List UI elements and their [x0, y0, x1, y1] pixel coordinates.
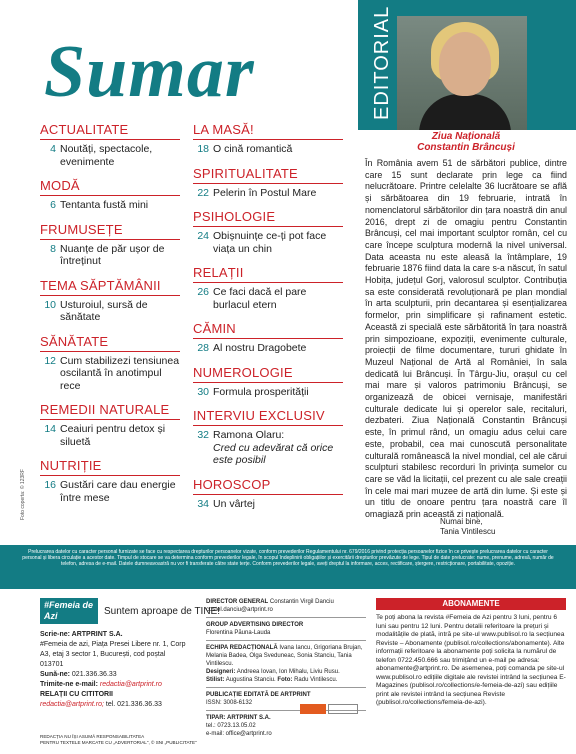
- section-heading: REMEDII NATURALE: [40, 402, 180, 420]
- section-heading: NUMEROLOGIE: [193, 365, 343, 383]
- item-title-text: Al nostru Dragobete: [213, 342, 307, 354]
- item-title-text: Cum stabilizezi tensiunea oscilantă în anotimpul rece: [60, 354, 180, 392]
- page-number: 34: [197, 497, 209, 510]
- section-heading: LA MASĂ!: [193, 122, 343, 140]
- contents-item[interactable]: [40, 299, 180, 324]
- section: [40, 458, 180, 504]
- page-number: 32: [197, 429, 209, 441]
- contents-item[interactable]: [193, 187, 343, 200]
- item-title: [213, 187, 343, 200]
- page-number: 18: [197, 143, 209, 155]
- editorial-signature: [440, 517, 495, 537]
- contents-item[interactable]: [193, 429, 343, 467]
- item-title-text: Obișnuințe ce-ți pot face viața un chin: [213, 230, 327, 255]
- section: [193, 209, 343, 255]
- signature-greeting: Numai bine,: [440, 517, 483, 526]
- item-title-text: Un vârtej: [213, 497, 256, 510]
- director-email[interactable]: costel.danciu@artprint.ro: [206, 607, 273, 613]
- section: [193, 166, 343, 200]
- contents-item[interactable]: [193, 286, 343, 311]
- contents-item[interactable]: [193, 386, 343, 399]
- section-heading: TEMA SĂPTĂMÂNII: [40, 278, 180, 296]
- disclaimer: [40, 734, 197, 746]
- disclaimer-line1: REDACȚIA NU ÎȘI ASUMĂ RESPONSABILITATEA: [40, 734, 145, 739]
- contents-item[interactable]: [40, 243, 180, 268]
- stylist-label: Stilist:: [206, 677, 225, 683]
- artprint-logo-icon: [328, 704, 358, 714]
- item-title: [60, 143, 180, 168]
- section: [193, 408, 343, 467]
- section-heading: SPIRITUALITATE: [193, 166, 343, 184]
- section-heading: NUTRIȚIE: [40, 458, 180, 476]
- section-heading: INTERVIU EXCLUSIV: [193, 408, 343, 426]
- section-heading: SĂNĂTATE: [40, 334, 180, 352]
- item-title: [213, 342, 343, 355]
- item-title: [213, 386, 343, 399]
- contents-item[interactable]: [40, 199, 180, 212]
- item-title: [60, 199, 180, 212]
- section: [40, 334, 180, 393]
- item-title: [60, 423, 180, 448]
- item-title-text: Ce faci dacă el pare burlacul etern: [213, 286, 307, 311]
- item-title-text: Pelerin în Postul Mare: [213, 186, 317, 199]
- reader-tel: tel. 021.336.36.33: [105, 701, 162, 708]
- partner-logos: [300, 704, 360, 714]
- section-heading: ACTUALITATE: [40, 122, 180, 140]
- contents-item[interactable]: [193, 143, 343, 156]
- section: [193, 365, 343, 399]
- item-title-text: Gustări care dau energie între mese: [60, 479, 176, 504]
- phone: 021.336.36.33: [71, 671, 117, 678]
- contents-item[interactable]: [40, 143, 180, 168]
- section-heading: CĂMIN: [193, 321, 343, 339]
- contents-item[interactable]: [193, 342, 343, 355]
- page-number: 14: [44, 423, 56, 435]
- author-portrait: [397, 16, 527, 130]
- contact-block: [40, 630, 186, 710]
- item-title-text: Ramona Olaru:: [213, 429, 285, 441]
- section-heading: FRUMUSEȚE: [40, 222, 180, 240]
- section-heading: RELAȚII: [193, 265, 343, 283]
- section: [193, 265, 343, 311]
- stylist: Augustina Stanciu.: [225, 677, 276, 683]
- contents-item[interactable]: [193, 498, 343, 511]
- director: Constantin Virgil Danciu: [269, 599, 334, 605]
- section: [40, 122, 180, 168]
- page-number: 24: [197, 230, 209, 242]
- section-heading: PSIHOLOGIE: [193, 209, 343, 227]
- editorial-title-line2: Constantin Brâncuși: [417, 142, 515, 153]
- print-label: TIPAR: ARTPRINT S.A.: [206, 715, 271, 721]
- disclaimer-line2: PENTRU TEXTELE MARCATE CU „ADVERTORIAL", © SNI „PUBLICITATE": [40, 740, 197, 745]
- adv-director: Florentina Păuna-Lauda: [206, 630, 271, 636]
- contents-item[interactable]: [40, 355, 180, 393]
- partner-logo-icon: [300, 704, 326, 714]
- page-number: 10: [44, 298, 56, 311]
- magazine-logo: #Femeia de Azi: [40, 598, 98, 624]
- section-heading: HOROSCOP: [193, 477, 343, 495]
- contents-column-right: [193, 122, 343, 520]
- contents-item[interactable]: [40, 479, 180, 504]
- design-label: Designeri:: [206, 669, 236, 675]
- email-link[interactable]: redactia@artprint.ro: [99, 681, 162, 688]
- item-title: [213, 143, 343, 156]
- subscriptions-heading: ABONAMENTE: [376, 598, 566, 610]
- reader-label: RELAȚII CU CITITORII: [40, 691, 113, 698]
- publisher-label: Scrie-ne: ARTPRINT S.A.: [40, 631, 123, 638]
- editorial-title-line1: Ziua Națională: [431, 131, 501, 142]
- photo: Radu Vintilescu.: [294, 677, 338, 683]
- adv-label: GROUP ADVERTISING DIRECTOR: [206, 622, 304, 628]
- issn: ISSN: 3008-6132: [206, 700, 253, 706]
- section: [193, 122, 343, 156]
- team-label: ECHIPA REDACȚIONALĂ: [206, 645, 278, 651]
- section: [193, 477, 343, 511]
- design: Andreea Iovan, Ion Mihalu, Liviu Rusu.: [236, 669, 340, 675]
- photo-credit: Foto coperta: © 123RF: [20, 469, 26, 520]
- signature-name: Tania Vintilescu: [440, 527, 496, 536]
- section: [40, 278, 180, 324]
- editorial-body: În România avem 51 de sărbători publice, dintre care 15 sunt declarate prin lege ca fiind nelucrătoare. Printre celelalte 36 lucrătoare se află și sărbătoarea din 19 februarie, intrată în nomenclatorul sărbătorilor din țara noastră din anul 2016, drept zi de omagiu pentru Constantin Brâncuși, cel mai important sculptor român, cel cu care începe sculptura modernă la nivel universal. Data aceasta nu este aleasă la întâmplare, 19 februarie 1876 fiind data la care s-a născut, în satul Hobița, județul Gorj, valorosul sculptor. Contribuția sa este considerată revoluționară pe plan mondial în arta sculpturii, prin decantarea și esențializarea formelor, prin simplificare și rafinament estetic. Această zi specială este sărbătorită în țara noastră prin simpozioane, expoziții, evenimente culturale, proiecții de filme documentare, tururi ghidate în Muzeul Național de Artă al României, în sala dedicată lui Brâncuși. În Târgu-Jiu, orașul cu cel mai mare și valoros patrimoniu Brâncuși, se organizează de obicei vernisaje, manifestări culturale dedicate lui și operelor sale, recitaluri, dezbateri. Ziua Națională Constantin Brâncuși este, în primul rând, un omagiu adus celui care este, probabil, cea mai cunoscută personalitate culturală românească la nivel mondial, cel ale cărui sculpturi stabilesc recorduri în privința sumelor cu care se văd la licitații, cel prezent cu ale sale creații în cele mai mari muzee de artă din lume. Și este și un titlu de onoare pentru țara noastră care îl omagiază prin această zi națională.: [365, 158, 567, 520]
- item-title: [213, 498, 343, 511]
- section-heading: MODĂ: [40, 178, 180, 196]
- subscriptions-text: Te poți abona la revista #Femeia de Azi pentru 3 luni, pentru 6 luni sau pentru 12 luni. Pentru detalii referitoare la prețuri și modalitățile de plată, intră pe site-ul www.publisol.ro la secțiunea Reviste – Abonamente (publisol.ro/collections/abonamente). Alte informații referitoare la abonamente poți solicita la numărul de telefon 0722.450.666 sau trimițând un e-mail pe adresa: abonamente@artprint.ro. De asemenea, poți comanda pe site-ul www.publisol.ro edițiile digitale ale revistei intrând la secțiunea E-Magazines (publisol.ro/collections/e-femeia-de-azi) sau edițiile print ale revistei intrând la secțiunea Reviste (publisol.ro/collections/femeia-de-azi).: [376, 614, 566, 706]
- item-title-text: Usturoiul, sursă de sănătate: [60, 298, 148, 323]
- page-title: Sumar: [44, 31, 255, 113]
- print-email: e-mail: office@artprint.ro: [206, 731, 272, 737]
- item-title: [213, 230, 343, 255]
- page-number: 8: [50, 242, 56, 255]
- page-number: 22: [197, 186, 209, 199]
- item-title: [213, 286, 343, 311]
- item-title-text: Nuanțe de păr ușor de întreținut: [60, 242, 165, 267]
- page-number: 26: [197, 286, 209, 298]
- reader-email[interactable]: redactia@artprint.ro;: [40, 701, 104, 708]
- editorial-label: EDITORIAL: [371, 5, 393, 120]
- page-number: 12: [44, 354, 56, 367]
- address: #Femeia de azi, Piața Presei Libere nr. 1, Corp A3, etaj 3 sector 1, București, cod poștal 013701: [40, 641, 186, 668]
- photo-label: Foto:: [277, 677, 293, 683]
- contents-item[interactable]: [193, 230, 343, 255]
- logo-tagline: Suntem aproape de TINE!: [104, 606, 220, 617]
- team: Ivana Iancu, Grigoriana Brujan, Melania Badea, Olga Sveduneac, Sonia Stanciu, Tania Vintilescu.: [206, 645, 363, 667]
- contents-column-left: [40, 122, 180, 514]
- email-label: Trimite-ne e-mail:: [40, 681, 98, 688]
- item-title: [213, 429, 343, 467]
- page-number: 4: [50, 143, 56, 155]
- item-subtitle: Cred cu adevărat că orice este posibil: [213, 441, 334, 466]
- editorial-title: [365, 129, 567, 157]
- item-title-text: Ceaiuri pentru detox și siluetă: [60, 423, 166, 448]
- phone-label: Sună-ne:: [40, 671, 70, 678]
- page-number: 6: [50, 199, 56, 211]
- contents-item[interactable]: [40, 423, 180, 448]
- section: [193, 321, 343, 355]
- section: [40, 222, 180, 268]
- item-title: [60, 299, 180, 324]
- page-number: 28: [197, 342, 209, 354]
- staff-block: [206, 598, 366, 738]
- section: [40, 178, 180, 212]
- issn-label: PUBLICAȚIE EDITATĂ DE ARTPRINT: [206, 692, 311, 698]
- item-title: [60, 355, 180, 393]
- item-title-text: O cină romantică: [213, 143, 293, 155]
- item-title: [60, 479, 180, 504]
- item-title-text: Noutăți, spectacole, evenimente: [60, 143, 153, 168]
- gdpr-notice: Prelucrarea datelor cu caracter personal furnizate se face cu respectarea drepturilor persoanelor vizate, conform prevederilor Regulamentului nr. 679/2016 privind protecția persoanelor fizice în ce privește prelucrarea datelor cu caracter personal și libera circulație a acestor date. Timpul de stocare se va determina conform prevederilor legale, în scopul îndeplinirii obligațiilor și exercitării drepturilor prevăzute de lege. Tipul de date prelucrate: nume, prenume, adresă, număr de telefon, adresa de e-mail. Datele dumneavoastră nu vor fi transferate către state terțe. Conform prevederilor legale, aveți dreptul la informare, acces, rectificare, ștergere, restricționare, portabilitate, opoziție.: [0, 545, 576, 589]
- page-number: 30: [197, 385, 209, 398]
- director-label: DIRECTOR GENERAL: [206, 599, 269, 605]
- print-tel: tel.: 0723.13.05.02: [206, 723, 256, 729]
- item-title-text: Tentanta fustă mini: [60, 199, 149, 211]
- page-number: 16: [44, 479, 56, 491]
- item-title: [60, 243, 180, 268]
- item-title-text: Formula prosperității: [213, 385, 309, 398]
- section: [40, 402, 180, 448]
